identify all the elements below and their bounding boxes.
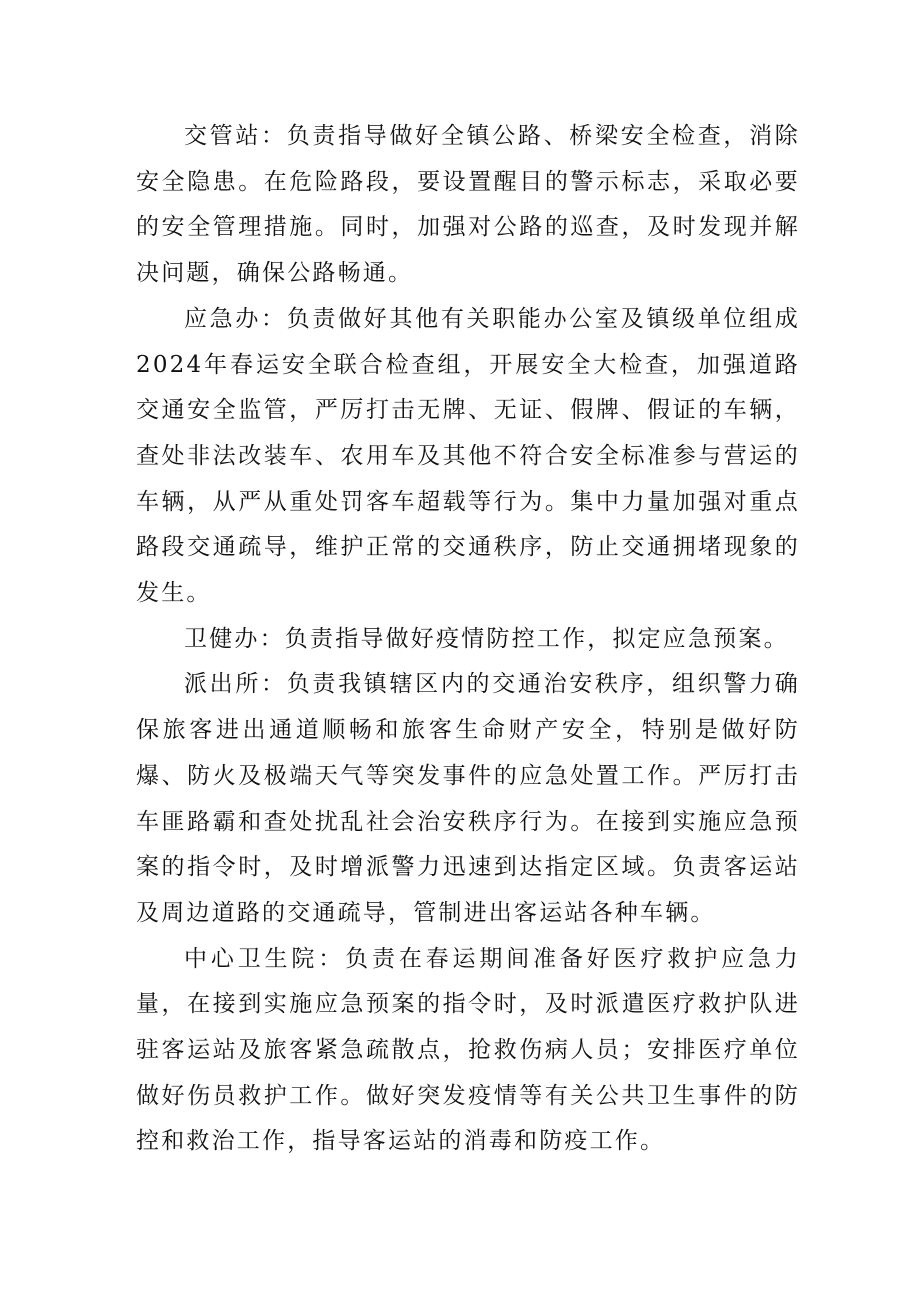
- paragraph-health-office: 卫健办：负责指导做好疫情防控工作，拟定应急预案。: [184, 625, 789, 652]
- document-body: [136, 114, 800, 1165]
- paragraph-traffic-station: 交管站：负责指导做好全镇公路、桥梁安全检查，消除安全隐患。在危险路段，要设置醒目的警示标志，采取必要的安全管理措施。同时，加强对公路的巡查，及时发现并解决问题，确保公路畅通。: [136, 123, 800, 287]
- paragraph-emergency-office: 应急办：负责做好其他有关职能办公室及镇级单位组成2024年春运安全联合检查组，开展安全大检查，加强道路交通安全监管，严厉打击无牌、无证、假牌、假证的车辆，查处非法改装车、农用车及其他不符合安全标准参与营运的车辆，从严从重处罚客车超载等行为。集中力量加强对重点路段交通疏导，维护正常的交通秩序，防止交通拥堵现象的发生。: [136, 305, 800, 607]
- paragraph-police-station: 派出所：负责我镇辖区内的交通治安秩序，组织警力确保旅客进出通道顺畅和旅客生命财产安全，特别是做好防爆、防火及极端天气等突发事件的应急处置工作。严厉打击车匪路霸和查处扰乱社会治安秩序行为。在接到实施应急预案的指令时，及时增派警力迅速到达指定区域。负责客运站及周边道路的交通疏导，管制进出客运站各种车辆。: [136, 671, 800, 926]
- paragraph-health-center: 中心卫生院：负责在春运期间准备好医疗救护应急力量，在接到实施应急预案的指令时，及时派遣医疗救护队进驻客运站及旅客紧急疏散点，抢救伤病人员；安排医疗单位做好伤员救护工作。做好突发疫情等有关公共卫生事件的防控和救治工作，指导客运站的消毒和防疫工作。: [136, 945, 800, 1155]
